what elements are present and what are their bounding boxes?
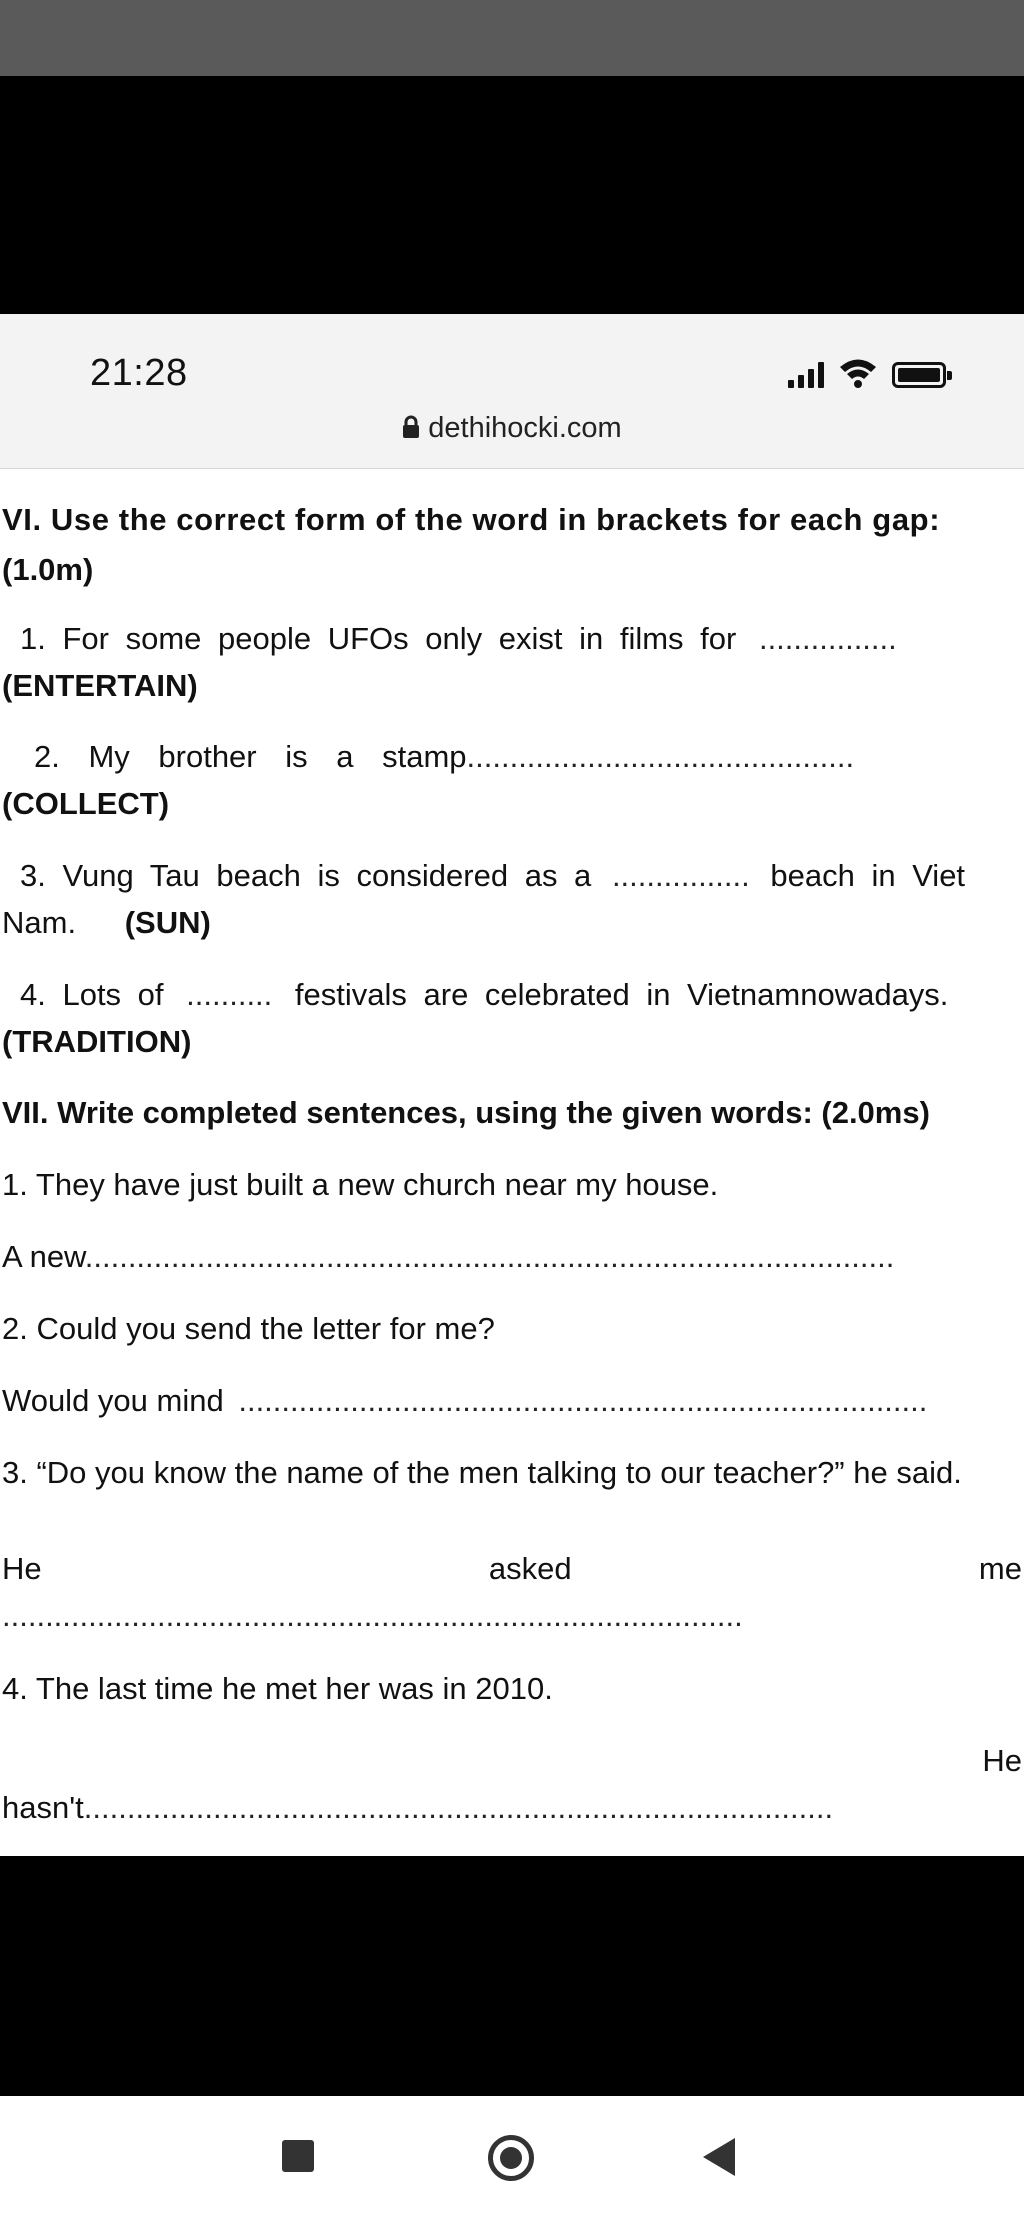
url-text: dethihocki.com — [428, 412, 622, 444]
clock: 21:28 — [90, 352, 188, 394]
wifi-icon — [838, 356, 878, 388]
status-bar — [0, 314, 1024, 469]
sentence-3-blank: ...................................................................................... — [2, 1598, 743, 1633]
sentence-4-word: He — [982, 1743, 1022, 1778]
sentence-4: 4. The last time he met her was in 2010. — [2, 1671, 553, 1706]
signal-icon — [788, 362, 824, 388]
sentence-2: 2. Could you send the letter for me? — [2, 1311, 495, 1346]
question-3-cont: Nam. (SUN) — [2, 905, 211, 940]
sentence-1: 1. They have just built a new church near my house. — [2, 1167, 719, 1202]
address-bar[interactable] — [0, 412, 1024, 445]
question-1: 1. For some people UFOs only exist in films for ................ — [20, 621, 897, 656]
top-gray-band — [0, 0, 1024, 76]
navigation-bar — [0, 2096, 1024, 2217]
sentence-1-rewrite: A new.............................................................................................. — [2, 1239, 895, 1274]
status-icons — [788, 354, 946, 388]
lock-icon — [402, 415, 420, 439]
recents-button[interactable] — [282, 2140, 314, 2172]
question-1-hint: (ENTERTAIN) — [2, 668, 198, 703]
question-2-hint: (COLLECT) — [2, 786, 170, 821]
sentence-3: 3. “Do you know the name of the men talking to our teacher?” he said. — [2, 1455, 962, 1490]
bottom-black-band — [0, 1856, 1024, 2096]
sentence-2-rewrite: Would you mind ................................................................................ — [2, 1383, 928, 1418]
battery-icon — [892, 362, 946, 388]
section-6-heading: VI. Use the correct form of the word in brackets for each gap: — [2, 502, 941, 537]
section-7-heading: VII. Write completed sentences, using the given words: (2.0ms) — [2, 1095, 930, 1130]
question-4: 4. Lots of .......... festivals are celebrated in Vietnamnowadays. — [20, 977, 949, 1012]
phone-screen — [0, 314, 1024, 1856]
question-3: 3. Vung Tau beach is considered as a ................ beach in Viet — [20, 858, 966, 893]
back-button[interactable] — [703, 2138, 735, 2176]
question-2: 2. My brother is a stamp............................................. — [34, 739, 855, 774]
top-black-band — [0, 76, 1024, 314]
question-4-hint: (TRADITION) — [2, 1024, 192, 1059]
sentence-4-rewrite: hasn't....................................................................................... — [2, 1790, 834, 1825]
home-button[interactable] — [488, 2135, 534, 2181]
sentence-3-rewrite: He asked me — [2, 1551, 1022, 1586]
section-6-marks: (1.0m) — [2, 552, 94, 587]
